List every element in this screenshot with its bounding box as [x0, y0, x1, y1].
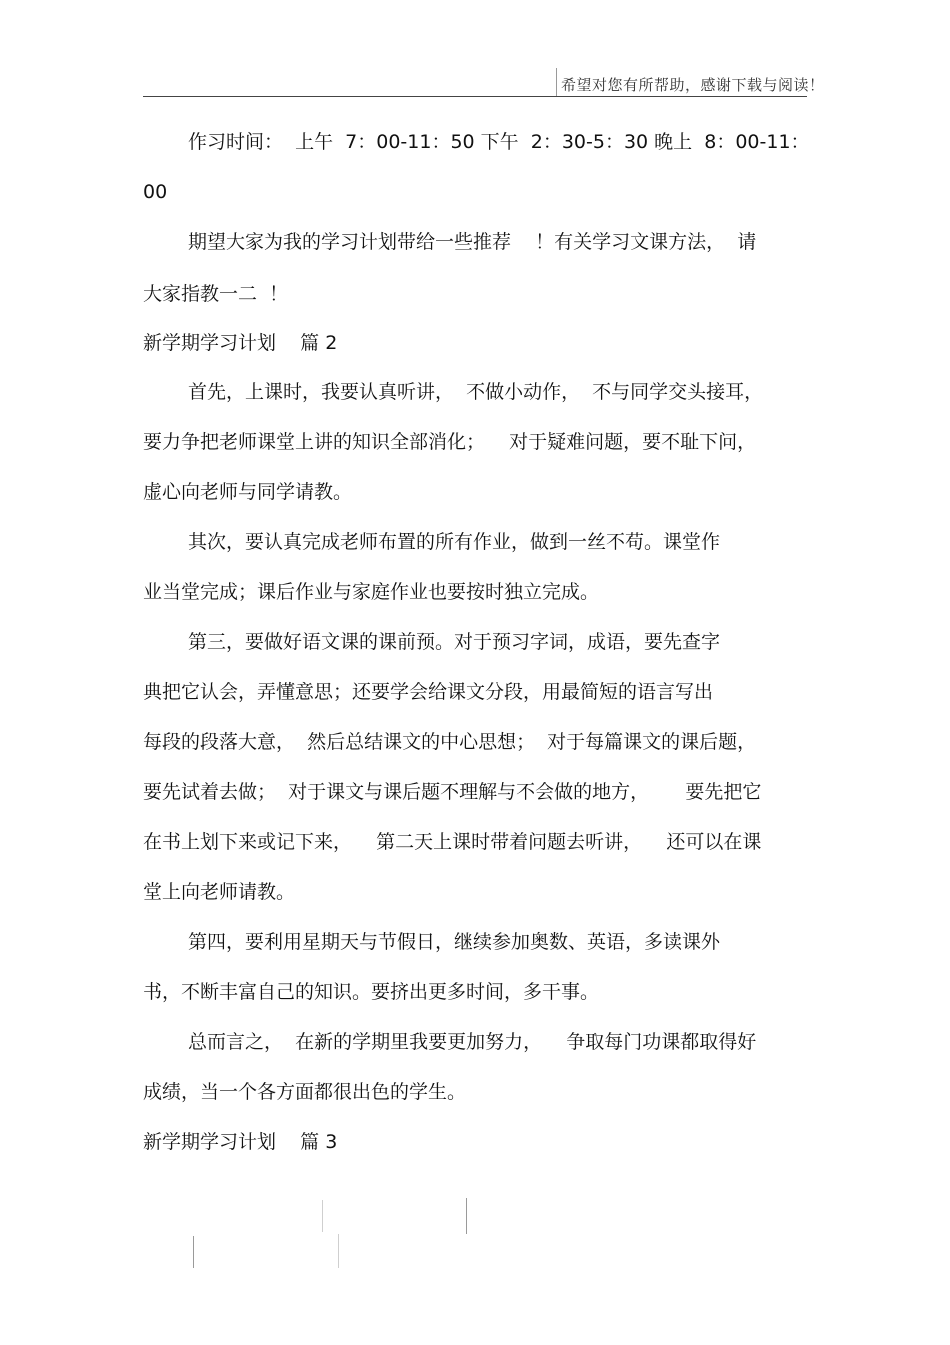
table-border-line: [338, 1234, 339, 1268]
paragraph-fourth-line-1: 第四，要利用星期天与节假日，继续参加奥数、英语，多读课外: [188, 931, 721, 953]
table-border-line: [466, 1198, 467, 1234]
paragraph-third-line-1: 第三，要做好语文课的课前预。对于预习字词，成语，要先查字: [188, 631, 721, 653]
table-border-line: [193, 1236, 194, 1268]
paragraph-conclusion-line-2: 成绩，当一个各方面都很出色的学生。: [143, 1081, 467, 1103]
paragraph-third-line-3: 每段的段落大意， 然后总结课文的中心思想； 对于每篇课文的课后题，: [143, 731, 757, 753]
paragraph-second-line-2: 业当堂完成；课后作业与家庭作业也要按时独立完成。: [143, 581, 600, 603]
section-heading-3: 新学期学习计划 篇 3: [143, 1131, 338, 1153]
paragraph-third-line-5: 在书上划下来或记下来， 第二天上课时带着问题去听讲， 还可以在课: [143, 831, 762, 853]
table-border-line: [322, 1200, 323, 1232]
request-line-2: 大家指教一二 ！: [143, 283, 289, 305]
paragraph-second-line-1: 其次，要认真完成老师布置的所有作业，做到一丝不苟。课堂作: [188, 531, 721, 553]
paragraph-first-line-2: 要力争把老师课堂上讲的知识全部消化； 对于疑难问题，要不耻下问，: [143, 431, 757, 453]
paragraph-third-line-6: 堂上向老师请教。: [143, 881, 296, 903]
schedule-line-2: 00: [143, 181, 168, 203]
schedule-line-1: 作习时间： 上午 7：00-11：50 下午 2：30-5：30 晚上 8：00-11：: [188, 131, 810, 153]
paragraph-first-line-3: 虚心向老师与同学请教。: [143, 481, 353, 503]
request-line-1: 期望大家为我的学习计划带给一些推荐 ！有关学习文课方法， 请: [188, 231, 757, 253]
header-slogan: 希望对您有所帮助，感谢下载与阅读！: [561, 76, 825, 94]
section-heading-2: 新学期学习计划 篇 2: [143, 332, 338, 354]
header-divider: [143, 96, 807, 97]
paragraph-fourth-line-2: 书，不断丰富自己的知识。要挤出更多时间，多干事。: [143, 981, 600, 1003]
header-slogan-box: [556, 68, 825, 96]
paragraph-first-line-1: 首先，上课时，我要认真听讲， 不做小动作， 不与同学交头接耳，: [188, 381, 764, 403]
paragraph-conclusion-line-1: 总而言之， 在新的学期里我要更加努力， 争取每门功课都取得好: [188, 1031, 757, 1053]
paragraph-third-line-4: 要先试着去做； 对于课文与课后题不理解与不会做的地方， 要先把它: [143, 781, 762, 803]
paragraph-third-line-2: 典把它认会，弄懂意思；还要学会给课文分段，用最简短的语言写出: [143, 681, 714, 703]
